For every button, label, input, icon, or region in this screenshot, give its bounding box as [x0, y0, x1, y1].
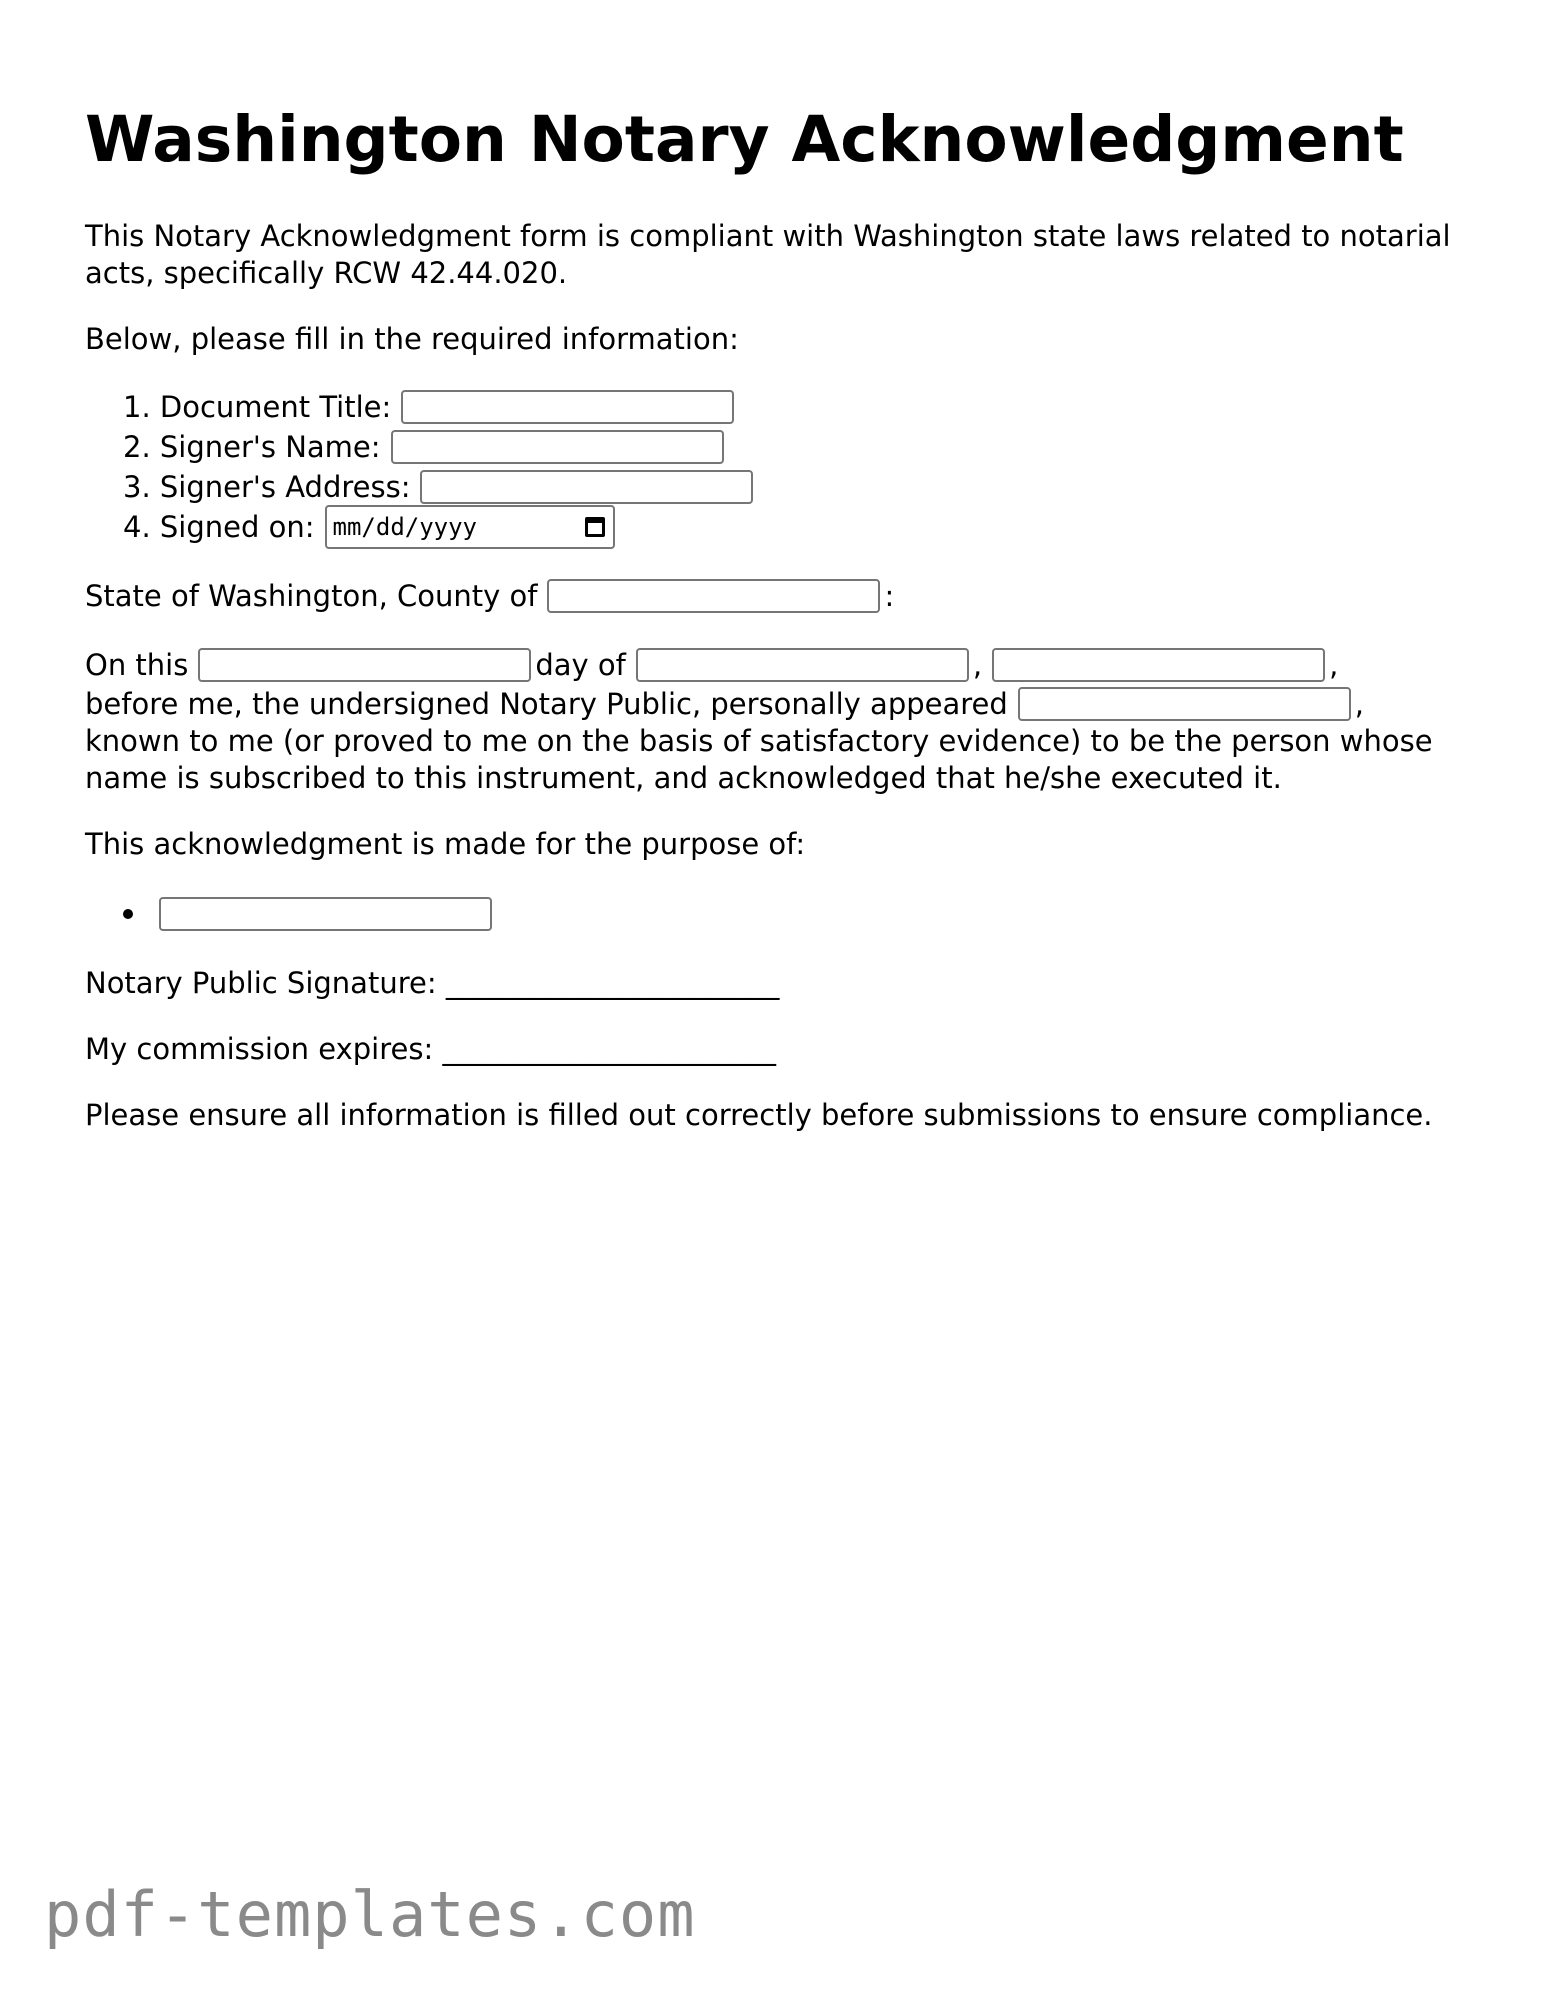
- field-number: 2.: [123, 429, 151, 464]
- signed-on-date-input[interactable]: [325, 505, 615, 549]
- field-number: 1.: [123, 389, 151, 424]
- closing-text: Please ensure all information is filled out correctly before submissions to ensure compliance.: [85, 1098, 1433, 1132]
- field-signer-name: [123, 427, 1465, 467]
- purpose-input[interactable]: [159, 897, 492, 931]
- calendar-icon[interactable]: [585, 517, 605, 537]
- field-signer-address: [123, 467, 1465, 507]
- on-this-text: On this: [85, 647, 189, 682]
- signer-name-input[interactable]: [391, 430, 724, 464]
- day-of-text: day of: [535, 647, 626, 682]
- date-placeholder: mm/dd/yyyy: [332, 512, 478, 541]
- appeared-name-input[interactable]: [1018, 687, 1351, 721]
- year-input[interactable]: [992, 648, 1325, 682]
- signature-line: Notary Public Signature: _______________________: [85, 966, 780, 1000]
- county-input[interactable]: [547, 579, 880, 613]
- venue-line: [85, 576, 1465, 616]
- field-document-title: [123, 387, 1465, 427]
- acknowledgment-paragraph: [85, 645, 1465, 797]
- ack-line-1: [85, 645, 1465, 685]
- field-number: 3.: [123, 469, 151, 504]
- instruction-text: Below, please fill in the required information:: [85, 322, 739, 356]
- before-me-text: before me, the undersigned Notary Public, personally appeared: [85, 686, 1008, 721]
- purpose-label: This acknowledgment is made for the purpose of:: [85, 827, 806, 861]
- bullet-icon: [123, 909, 133, 919]
- field-label: Document Title:: [159, 389, 392, 424]
- required-fields-list: [85, 387, 1465, 547]
- field-label: Signer's Address:: [159, 469, 411, 504]
- notary-form: [85, 100, 1465, 1163]
- page-title: Washington Notary Acknowledgment: [85, 103, 1404, 176]
- ack-line-2: [85, 685, 1465, 723]
- signer-address-input[interactable]: [420, 470, 753, 504]
- purpose-list: [85, 892, 1465, 936]
- intro-text: This Notary Acknowledgment form is compliant with Washington state laws related to notarial acts, specifically RCW 42.44.020.: [85, 219, 1451, 290]
- watermark: pdf-templates.com: [44, 1878, 696, 1951]
- venue-prefix: State of Washington, County of: [85, 578, 538, 613]
- comma-text: ,: [1329, 647, 1339, 682]
- purpose-item: [123, 892, 1465, 936]
- ack-rest-text: known to me (or proved to me on the basis of satisfactory evidence) to be the person whose name is subscribed to this instrument, and acknowledged that he/she executed it.: [85, 724, 1433, 795]
- field-label: Signer's Name:: [159, 429, 381, 464]
- field-signed-on: [123, 507, 1465, 547]
- day-input[interactable]: [198, 648, 531, 682]
- comma-text: ,: [1354, 686, 1365, 721]
- month-input[interactable]: [636, 648, 969, 682]
- venue-suffix: :: [884, 578, 895, 613]
- field-number: 4.: [123, 509, 151, 544]
- field-label: Signed on:: [159, 509, 315, 544]
- document-title-input[interactable]: [401, 390, 734, 424]
- commission-line: My commission expires: _______________________: [85, 1032, 776, 1066]
- comma-text: ,: [972, 647, 983, 682]
